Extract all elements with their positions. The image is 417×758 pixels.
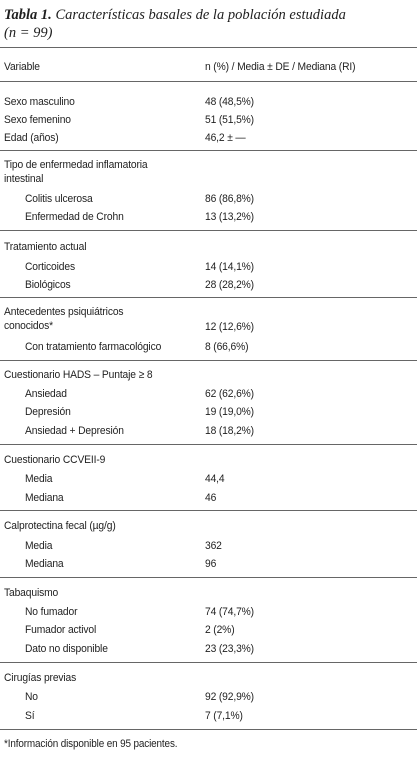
row-label: Sí xyxy=(25,710,35,722)
row-value: 46 xyxy=(205,492,217,504)
header-rule xyxy=(0,81,417,82)
row-label: Con tratamiento farmacológico xyxy=(25,341,162,353)
row-divider xyxy=(0,360,417,361)
row-label: Media xyxy=(25,540,53,552)
table-caption-n: (n = 99) xyxy=(4,25,53,41)
table-caption-label: Tabla 1. xyxy=(4,7,52,23)
section-label: Calprotectina fecal (µg/g) xyxy=(4,520,116,532)
row-value: 44,4 xyxy=(205,473,225,485)
table-footnote: *Información disponible en 95 pacientes. xyxy=(4,738,178,750)
row-label: Biológicos xyxy=(25,279,71,291)
column-header-value: n (%) / Media ± DE / Mediana (RI) xyxy=(205,61,356,73)
row-value: 86 (86,8%) xyxy=(205,193,254,205)
row-value: 12 (12,6%) xyxy=(205,321,254,333)
section-label: Tratamiento actual xyxy=(4,241,87,253)
row-value: 13 (13,2%) xyxy=(205,211,254,223)
row-value: 51 (51,5%) xyxy=(205,114,254,126)
row-label: No xyxy=(25,691,38,703)
row-label: Mediana xyxy=(25,558,64,570)
row-label: Depresión xyxy=(25,406,71,418)
row-label: Fumador activol xyxy=(25,624,97,636)
row-label: No fumador xyxy=(25,606,78,618)
row-label: Sexo masculino xyxy=(4,96,75,108)
row-value: 18 (18,2%) xyxy=(205,425,254,437)
row-divider xyxy=(0,577,417,578)
row-label: Dato no disponible xyxy=(25,643,108,655)
row-value: 96 xyxy=(205,558,217,570)
section-label: Cirugías previas xyxy=(4,672,77,684)
table-top-rule xyxy=(0,47,417,48)
table-bottom-rule xyxy=(0,729,417,730)
section-label: Antecedentes psiquiátricos conocidos* xyxy=(4,306,124,332)
row-divider xyxy=(0,662,417,663)
row-value: 14 (14,1%) xyxy=(205,261,254,273)
row-value: 19 (19,0%) xyxy=(205,406,254,418)
row-label: Corticoides xyxy=(25,261,75,273)
section-label: Tabaquismo xyxy=(4,587,59,599)
row-label: Sexo femenino xyxy=(4,114,71,126)
row-label: Enfermedad de Crohn xyxy=(25,211,124,223)
row-value: 362 xyxy=(205,540,222,552)
row-label: Colitis ulcerosa xyxy=(25,193,93,205)
row-divider xyxy=(0,230,417,231)
row-value: 74 (74,7%) xyxy=(205,606,254,618)
row-value: 2 (2%) xyxy=(205,624,235,636)
table-caption-title: Características basales de la población estudiada xyxy=(55,7,346,23)
row-value: 23 (23,3%) xyxy=(205,643,254,655)
table-caption xyxy=(4,6,404,42)
row-value: 8 (66,6%) xyxy=(205,341,249,353)
row-value: 28 (28,2%) xyxy=(205,279,254,291)
row-label: Mediana xyxy=(25,492,64,504)
section-label: Cuestionario CCVEII-9 xyxy=(4,454,106,466)
row-divider xyxy=(0,297,417,298)
row-label: Ansiedad xyxy=(25,388,67,400)
row-value: 46,2 ± — xyxy=(205,132,246,144)
row-value: 48 (48,5%) xyxy=(205,96,254,108)
row-divider xyxy=(0,444,417,445)
row-label: Edad (años) xyxy=(4,132,59,144)
row-value: 7 (7,1%) xyxy=(205,710,243,722)
row-label: Ansiedad + Depresión xyxy=(25,425,124,437)
row-label: Media xyxy=(25,473,53,485)
section-label: Cuestionario HADS – Puntaje ≥ 8 xyxy=(4,369,153,381)
row-divider xyxy=(0,150,417,151)
column-header-variable: Variable xyxy=(4,61,40,73)
row-divider xyxy=(0,510,417,511)
row-value: 62 (62,6%) xyxy=(205,388,254,400)
row-value: 92 (92,9%) xyxy=(205,691,254,703)
section-label: Tipo de enfermedad inflamatoria intestinal xyxy=(4,159,148,185)
